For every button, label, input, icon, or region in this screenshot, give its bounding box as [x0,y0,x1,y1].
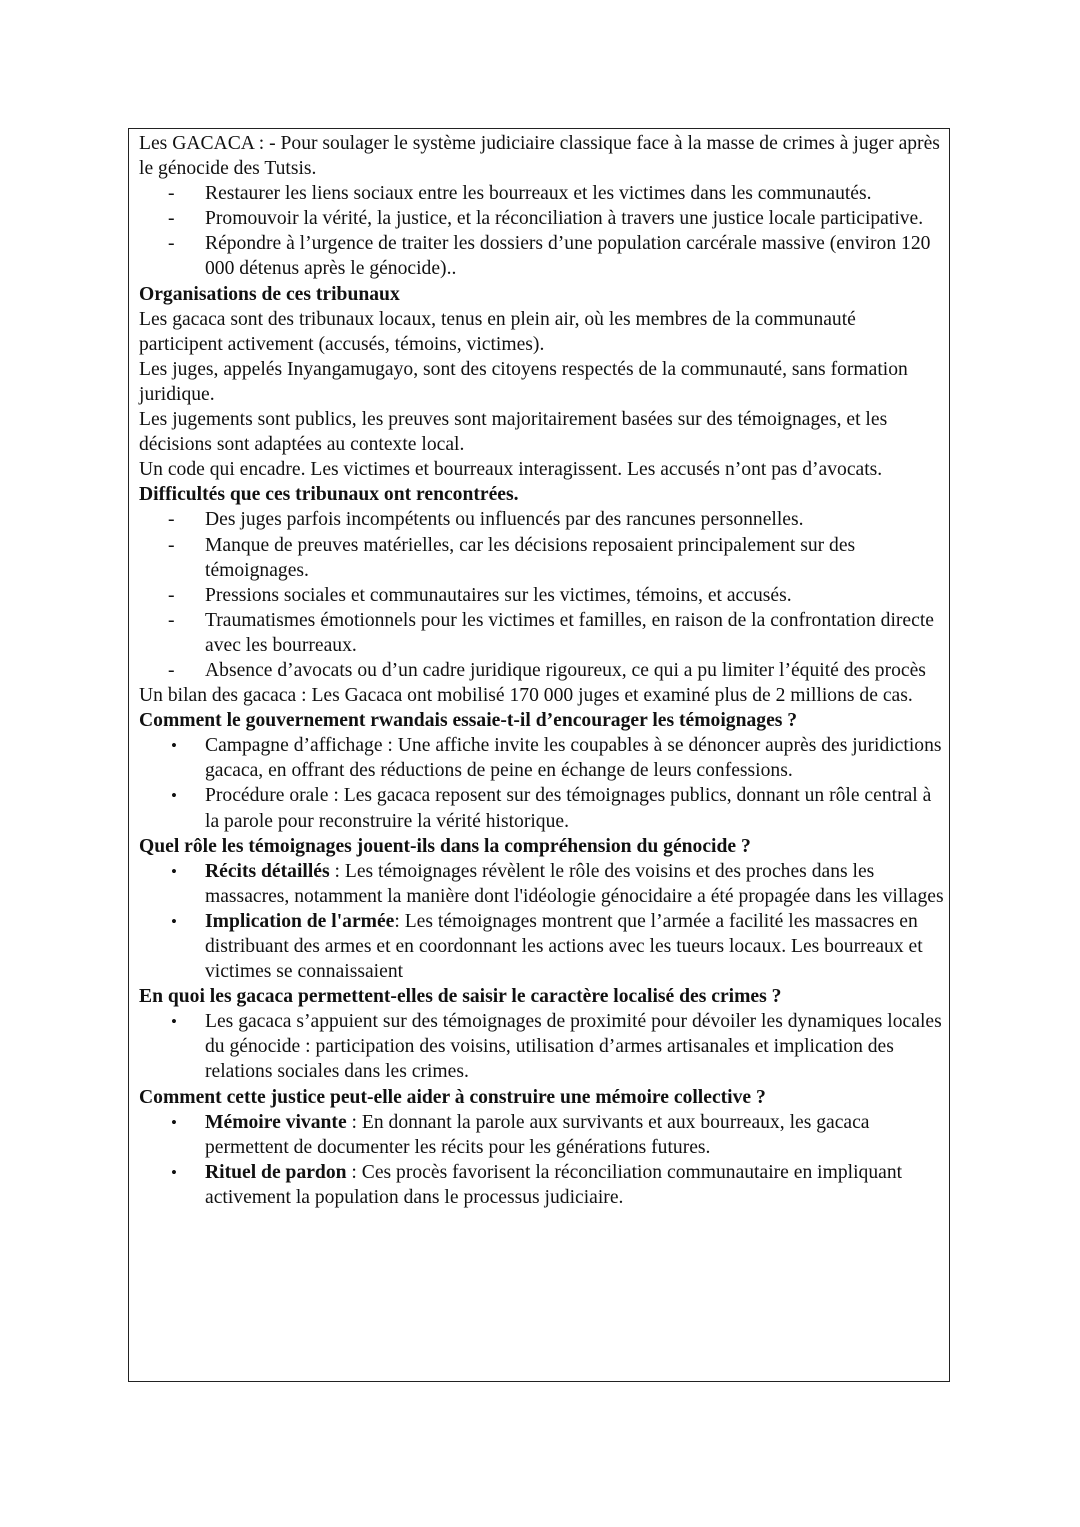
bullet-marker: • [171,911,177,931]
bullet-marker: • [171,786,177,806]
difficulties-summary: Un bilan des gacaca : Les Gacaca ont mobilisé 170 000 juges et examiné plus de 2 millions de cas. [139,685,913,707]
bullet-marker: • [171,1012,177,1032]
bullet-marker: • [171,861,177,881]
document-body [139,131,944,1210]
difficulties-list [139,507,944,683]
bullet-marker: • [171,1112,177,1132]
memory-list [139,1110,944,1210]
bullet-marker: • [171,736,177,756]
list-item: • Campagne d’affichage : Une affiche invite les coupables à se dénoncer auprès des juridictions gacaca, en offrant des réductions de peine en échange de leurs confessions. [171,735,942,782]
government-list [139,733,944,833]
list-item: • Les gacaca s’appuient sur des témoignages de proximité pour dévoiler les dynamiques locales du génocide : participation des voisins, utilisation d’armes artisanales et implication des relations sociales dans les crimes. [171,1011,942,1083]
organisation-heading: Organisations de ces tribunaux [139,283,400,305]
list-item: • Récits détaillés : Les témoignages révèlent le rôle des voisins et des proches dans les massacres, notamment la manière dont l'idéologie génocidaire a été propagée dans les villages [171,860,944,907]
dash-marker: - [168,659,175,681]
dash-marker: - [168,609,175,631]
dash-marker: - [168,584,175,606]
difficulties-heading: Difficultés que ces tribunaux ont rencontrées. [139,484,519,506]
item-term: Rituel de pardon [205,1161,347,1183]
localised-list [139,1009,944,1084]
objectives-list [139,181,944,281]
role-heading: Quel rôle les témoignages jouent-ils dans la compréhension du génocide ? [139,835,751,857]
organisation-paragraph: Les juges, appelés Inyangamugayo, sont des citoyens respectés de la communauté, sans formation juridique. [139,358,908,405]
organisation-paragraph: Un code qui encadre. Les victimes et bourreaux interagissent. Les accusés n’ont pas d’avocats. [139,459,883,481]
list-item: - Pressions sociales et communautaires sur les victimes, témoins, et accusés. [139,583,944,608]
dash-marker: - [168,208,175,230]
role-list [139,859,944,984]
item-term: Implication de l'armée [205,910,395,932]
list-item: • Mémoire vivante : En donnant la parole aux survivants et aux bourreaux, les gacaca permettent de documenter les récits pour les générations futures. [171,1111,870,1158]
dash-marker: - [168,233,175,255]
list-item: - Traumatismes émotionnels pour les victimes et familles, en raison de la confrontation directe avec les bourreaux. [168,609,934,656]
list-item: - Manque de preuves matérielles, car les décisions reposaient principalement sur des témoignages. [168,534,856,581]
bullet-marker: • [171,1162,177,1182]
list-item: - Promouvoir la vérité, la justice, et la réconciliation à travers une justice locale participative. [139,206,944,231]
memory-heading: Comment cette justice peut-elle aider à construire une mémoire collective ? [139,1086,766,1108]
localised-heading: En quoi les gacaca permettent-elles de saisir le caractère localisé des crimes ? [139,986,782,1008]
item-term: Récits détaillés [205,860,330,882]
list-item: - Des juges parfois incompétents ou influencés par des rancunes personnelles. [139,507,944,532]
list-item: - Répondre à l’urgence de traiter les dossiers d’une population carcérale massive (environ 120 000 détenus après le génocide).. [168,233,931,280]
list-item: - Restaurer les liens sociaux entre les bourreaux et les victimes dans les communautés. [139,181,944,206]
dash-marker: - [168,183,175,205]
organisation-paragraph: Les gacaca sont des tribunaux locaux, tenus en plein air, où les membres de la communauté participent activement (accusés, témoins, victimes). [139,308,856,355]
dash-marker: - [168,509,175,531]
list-item: • Rituel de pardon : Ces procès favorisent la réconciliation communautaire en impliquant activement la population dans le processus judiciaire. [171,1161,903,1208]
dash-marker: - [168,534,175,556]
list-item: • Implication de l'armée: Les témoignages montrent que l’armée a facilité les massacres en distribuant des armes et en coordonnant les actions avec les tueurs locaux. Les bourreaux et victimes se connaissaient [171,910,923,983]
list-item: • Procédure orale : Les gacaca reposent sur des témoignages publics, donnant un rôle central à la parole pour reconstruire la vérité historique. [171,785,932,832]
government-heading: Comment le gouvernement rwandais essaie-t-il d’encourager les témoignages ? [139,710,798,732]
list-item: - Absence d’avocats ou d’un cadre juridique rigoureux, ce qui a pu limiter l’équité des procès [139,658,944,683]
item-term: Mémoire vivante [205,1111,347,1133]
organisation-paragraph: Les jugements sont publics, les preuves sont majoritairement basées sur des témoignages, et les décisions sont adaptées au contexte local. [139,409,888,456]
intro-text: Les GACACA : - Pour soulager le système judiciaire classique face à la masse de crimes à juger après le génocide des Tutsis. [139,133,940,180]
